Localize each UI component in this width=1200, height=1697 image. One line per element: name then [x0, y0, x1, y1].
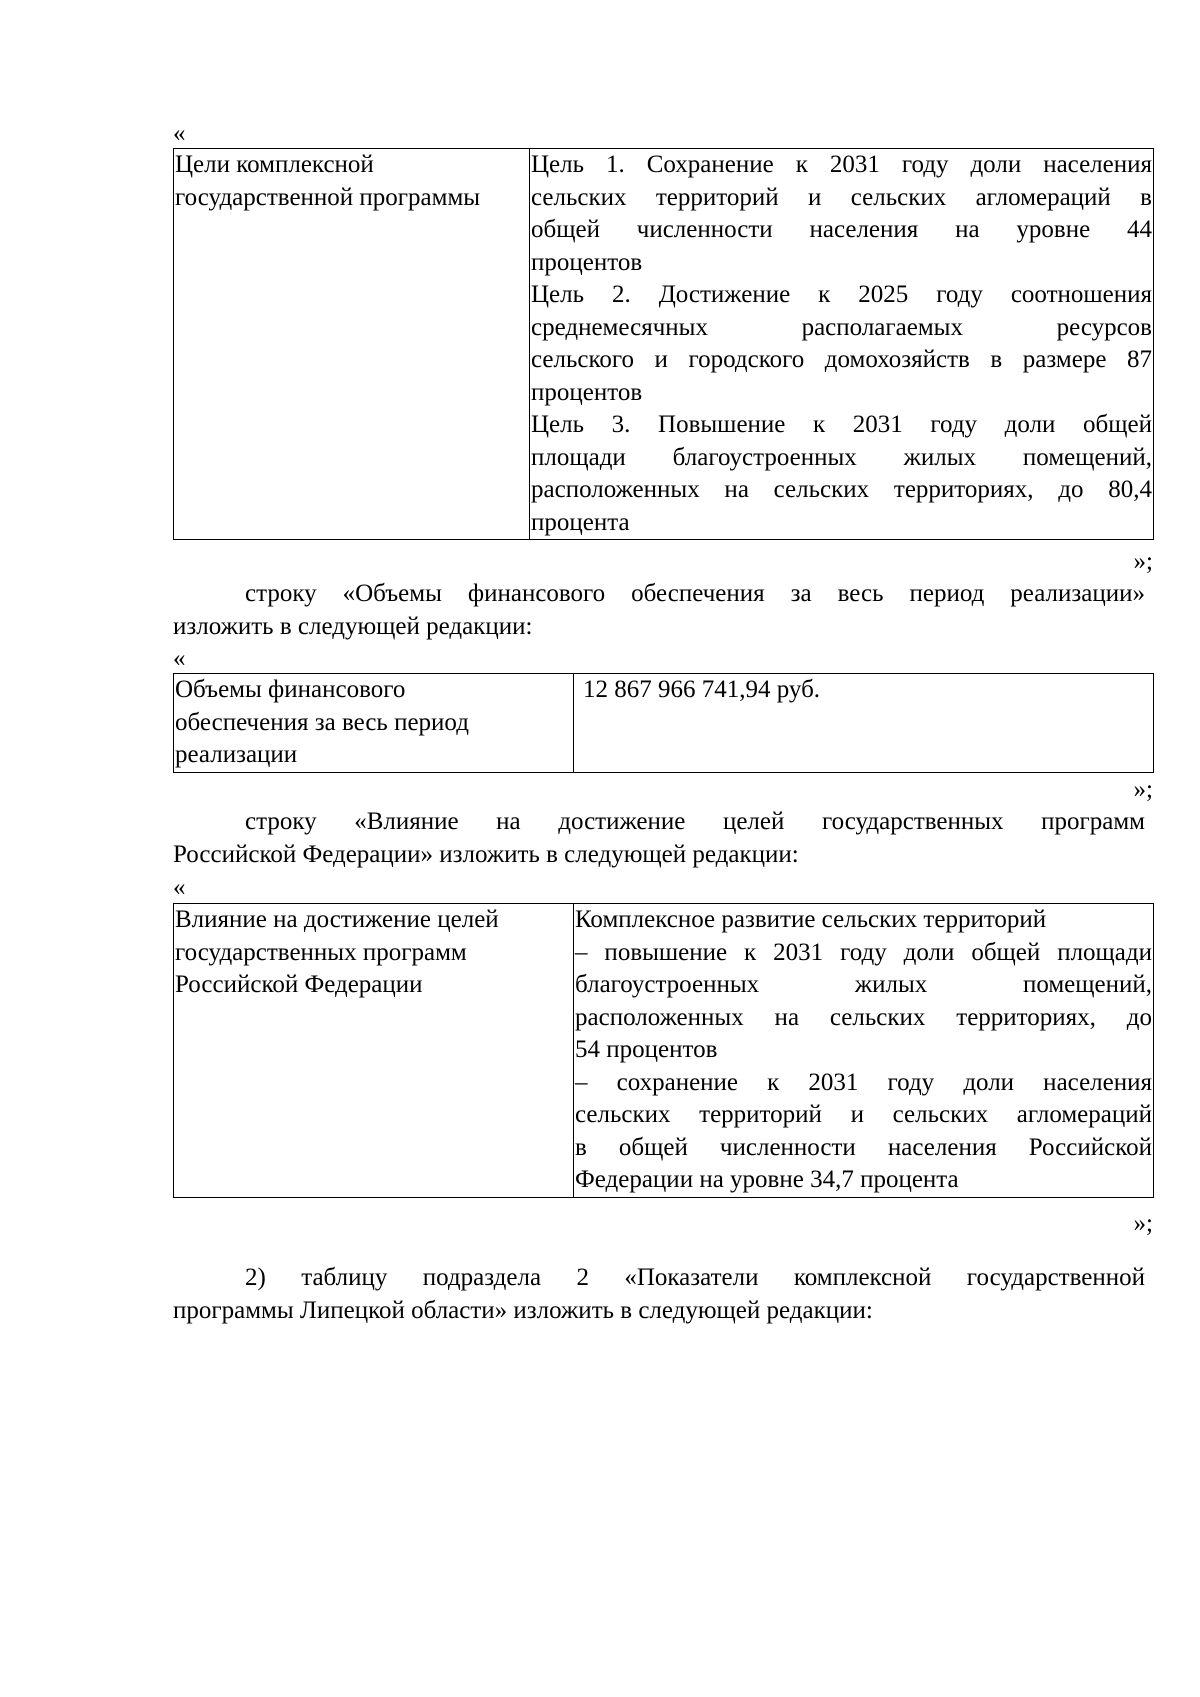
- goal-2-line: сельского и городского домохозяйств в размере 87: [531, 346, 1152, 373]
- paragraph-financing: [173, 578, 1145, 643]
- influence-item-2-line: Федерации на уровне 34,7 процента: [575, 1166, 959, 1193]
- goal-1-line: сельских территорий и сельских агломераций в: [531, 183, 1152, 211]
- influence-item-1-line: – повышение к 2031 году доли общей площади: [575, 938, 1152, 966]
- influence-content-cell: [574, 904, 1154, 1198]
- financing-value-cell: [574, 674, 1154, 773]
- influence-label-line: государственных программ: [175, 938, 467, 966]
- goal-3-line: Цель 3. Повышение к 2031 году доли общей: [531, 411, 1152, 438]
- close-quote: »;: [1133, 776, 1153, 803]
- goal-3-line: расположенных на сельских территориях, до 80,4: [531, 476, 1152, 503]
- paragraph-line: программы Липецкой области» изложить в следующей редакции:: [173, 1296, 873, 1324]
- goals-content-cell: [530, 149, 1154, 540]
- financing-label-line: реализации: [175, 741, 298, 768]
- goal-2-line: Цель 2. Достижение к 2025 году соотношения: [531, 281, 1152, 308]
- influence-label-cell: [174, 904, 574, 1198]
- influence-label-line: Влияние на достижение целей: [175, 906, 499, 933]
- goal-2-line: процентов: [531, 378, 643, 406]
- paragraph-indicators: [173, 1262, 1145, 1327]
- goal-1-line: общей численности населения на уровне 44: [531, 216, 1152, 243]
- financing-label-cell: [174, 674, 574, 773]
- close-quote: »;: [1133, 548, 1153, 575]
- goals-label-line: Цели комплексной: [175, 151, 374, 178]
- goals-label-line: государственной программы: [175, 183, 481, 211]
- goals-label-cell: [174, 149, 530, 540]
- paragraph-line: 2) таблицу подраздела 2 «Показатели комплексной государственной: [245, 1264, 1145, 1291]
- influence-item-1-line: 54 процентов: [575, 1036, 718, 1063]
- influence-table: [173, 903, 1154, 1198]
- goal-1-line: Цель 1. Сохранение к 2031 году доли населения: [531, 151, 1152, 178]
- influence-item-2-line: сельских территорий и сельских агломераций: [575, 1101, 1152, 1128]
- financing-label-line: обеспечения за весь период: [175, 708, 469, 736]
- close-quote: »;: [1133, 1210, 1153, 1237]
- financing-amount: 12 867 966 741,94 руб.: [583, 676, 821, 703]
- goal-1-line: процентов: [531, 248, 643, 276]
- paragraph-line: строку «Влияние на достижение целей государственных программ: [245, 808, 1145, 835]
- paragraph-line: изложить в следующей редакции:: [173, 612, 533, 640]
- goal-2-line: среднемесячных располагаемых ресурсов: [531, 313, 1152, 341]
- influence-item-1-line: расположенных на сельских территориях, до: [575, 1003, 1152, 1031]
- financing-table: [173, 673, 1154, 773]
- influence-item-1-line: благоустроенных жилых помещений,: [575, 971, 1152, 998]
- financing-label-line: Объемы финансового: [175, 676, 406, 703]
- influence-title: Комплексное развитие сельских территорий: [575, 906, 1047, 933]
- open-quote: «: [173, 645, 186, 672]
- goal-3-line: процента: [531, 508, 630, 536]
- paragraph-line: строку «Объемы финансового обеспечения за весь период реализации»: [245, 580, 1145, 607]
- influence-label-line: Российской Федерации: [175, 971, 423, 998]
- paragraph-line: Российской Федерации» изложить в следующей редакции:: [173, 840, 799, 868]
- open-quote: «: [173, 874, 186, 901]
- paragraph-influence: [173, 806, 1145, 871]
- influence-item-2-line: в общей численности населения Российской: [575, 1133, 1152, 1161]
- open-quote: «: [173, 120, 186, 147]
- goals-table: [173, 148, 1154, 540]
- goal-3-line: площади благоустроенных жилых помещений,: [531, 443, 1152, 471]
- influence-item-2-line: – сохранение к 2031 году доли населения: [575, 1068, 1152, 1096]
